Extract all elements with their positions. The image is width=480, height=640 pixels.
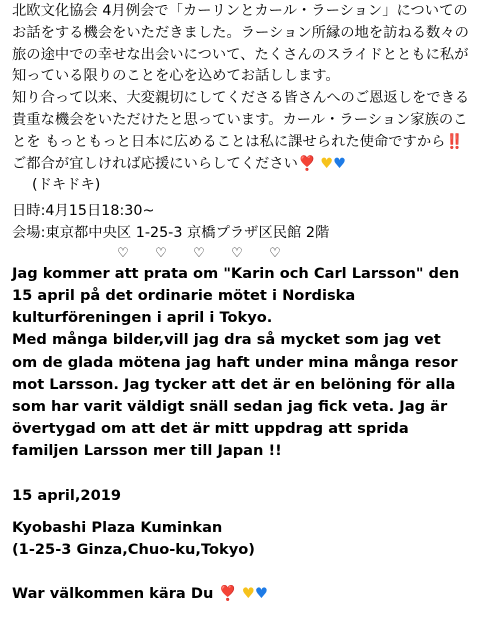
jp-invite-body: ご都合が宜しければ応援にいらしてください <box>12 155 298 172</box>
heart-outline-icon: ♡ <box>155 245 167 261</box>
heart-outline-icon: ♡ <box>231 245 243 261</box>
jp-date-text: 日時:4月15日18:30~ <box>12 203 155 220</box>
sv-venue-name-text: Kyobashi Plaza Kuminkan <box>12 518 223 536</box>
heart-outline-icon: ♡ <box>193 245 205 261</box>
sv-venue-addr-text: (1-25-3 Ginza,Chuo-ku,Tokyo) <box>12 541 255 558</box>
heart-exclamation-icon: ❣️ <box>297 155 316 172</box>
sv-para2-text: Med många bilder,vill jag dra så mycket som jag vet om de glada mötena jag haft under mina många resor mot Larsson. Jag tycker att det är en belöning för alla som har varit väldigt snäll sedan jag fick veta. Jag är övertygad om att det är mitt uppdrag att sprida familjen Larsson mer till Japan !! <box>12 331 458 460</box>
sv-welcome-body: War välkommen kära Du <box>12 585 214 603</box>
sv-date-text: 15 april,2019 <box>12 486 122 504</box>
yellow-heart-icon: ♥ <box>320 155 334 172</box>
blue-heart-icon: ♥ <box>333 155 346 172</box>
jp-invite-text <box>12 154 470 176</box>
sv-para1-text: Jag kommer att prata om "Karin och Carl Larsson" den 15 april på det ordinarie mötet i Nordiska kulturföreningen i april i Tokyo. <box>12 264 460 327</box>
blue-heart-icon: ♥ <box>254 585 268 603</box>
sv-welcome-text <box>12 583 470 605</box>
hearts-row <box>12 245 470 263</box>
heart-exclamation-icon: ❣️ <box>218 585 237 603</box>
jp-thanks-text <box>12 88 470 153</box>
jp-intro-text: 北欧文化協会 4月例会で「カーリンとカール・ラーション」についてのお話をする機会をいただきました。ラーション所縁の地を訪ねる数々の旅の途中での幸せな出会いについて、たくさんのスライドとともに私が知っている限りのことを心を込めてお話しします。 <box>12 3 469 85</box>
heart-outline-icon: ♡ <box>117 245 129 261</box>
jp-dokidoki-text: (ドキドキ) <box>32 177 101 194</box>
yellow-heart-icon: ♥ <box>241 585 255 603</box>
double-exclamation-icon: ‼️ <box>445 133 464 150</box>
heart-outline-icon: ♡ <box>269 245 281 261</box>
jp-thanks-body: 知り合って以来、大変親切にしてくださる皆さんへのご恩返しをできる貴重な機会をいただけたと思っています。カール・ラーション家族のことを もっともっと日本に広めることは私に課せられた使命ですから <box>12 90 470 150</box>
jp-venue-text: 会場:東京都中央区 1-25-3 京橋プラザ区民館 2階 <box>12 224 330 241</box>
